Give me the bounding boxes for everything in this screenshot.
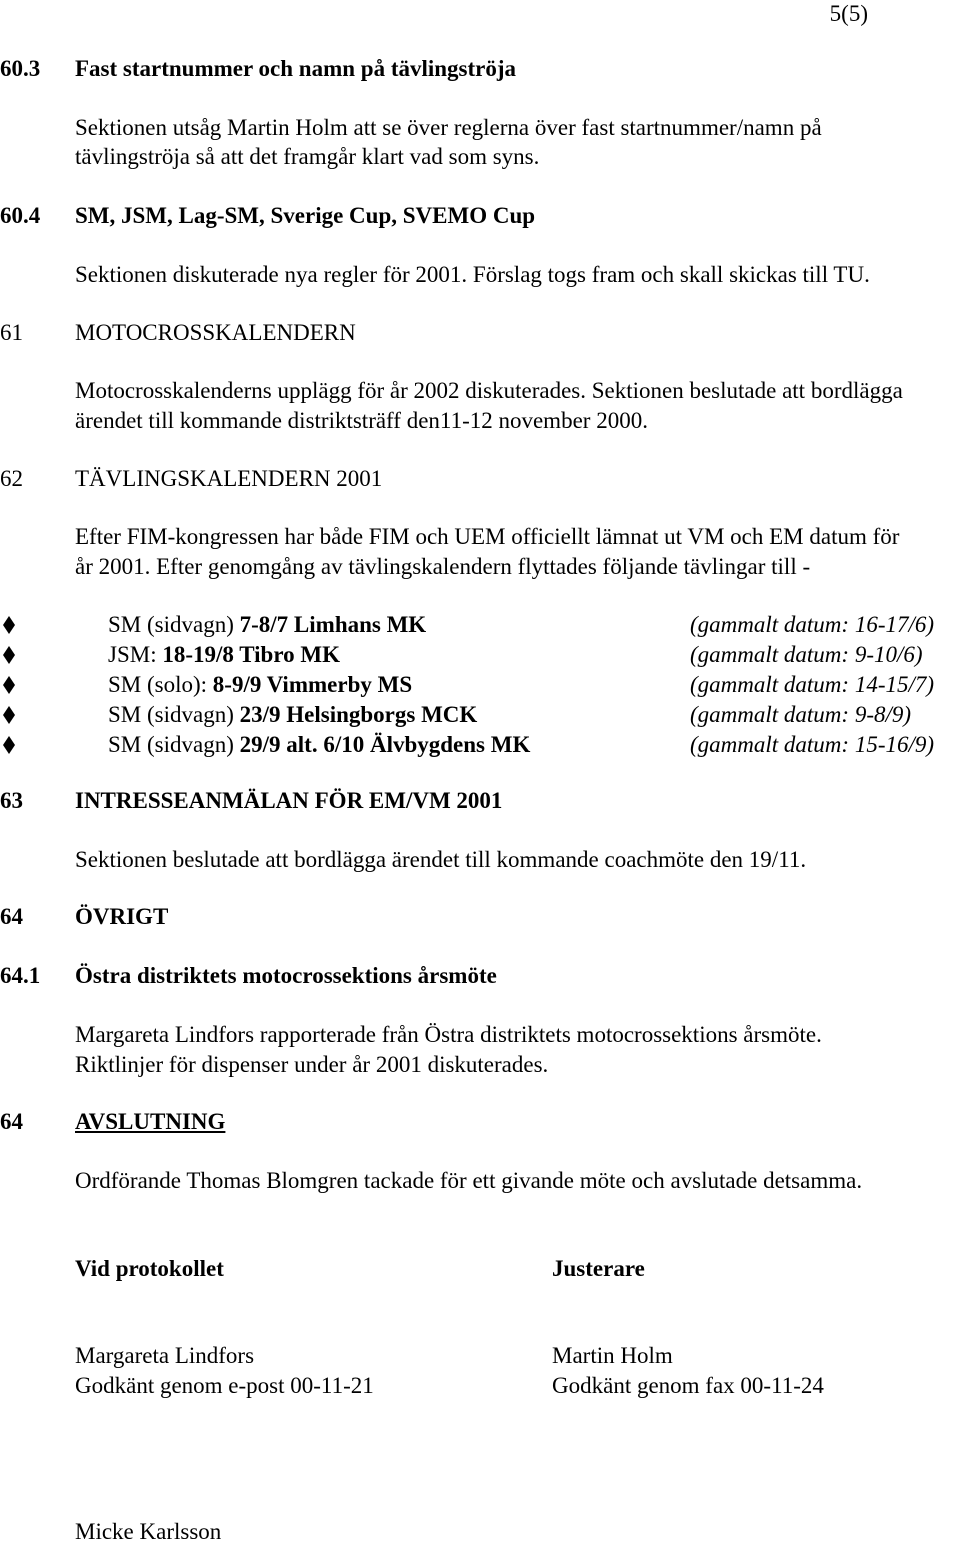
section-text-60-3-line-2: tävlingströja så att det framgår klart vad som syns.: [75, 144, 540, 169]
section-number-60-4: 60.4: [0, 203, 41, 228]
section-number-64: 64: [0, 904, 23, 929]
section-text-61-line-1: Motocrosskalenderns upplägg för år 2002 diskuterades. Sektionen beslutade att bordlägga: [75, 378, 903, 403]
section-title-61: MOTOCROSSKALENDERN: [75, 320, 356, 345]
section-number-64-closing: 64: [0, 1109, 23, 1134]
signature-name-left: Margareta Lindfors: [75, 1343, 255, 1368]
signature-name-right: Martin Holm: [552, 1343, 673, 1368]
page-number: 5(5): [829, 1, 868, 26]
section-text-64-1-line-1: Margareta Lindfors rapporterade från Östra distriktets motocrossektions årsmöte.: [75, 1022, 822, 1047]
section-title-64-1: Östra distriktets motocrossektions årsmöte: [75, 963, 497, 988]
section-text-62-line-1: Efter FIM-kongressen har både FIM och UEM officiellt lämnat ut VM och EM datum för: [75, 524, 900, 549]
section-text-63-line-1: Sektionen beslutade att bordlägga ärendet till kommande coachmöte den 19/11.: [75, 847, 807, 872]
section-title-62: TÄVLINGSKALENDERN 2001: [75, 466, 383, 491]
signature-approval-right: Godkänt genom fax 00-11-24: [552, 1373, 824, 1398]
signature-heading-right: Justerare: [552, 1256, 645, 1281]
section-number-61: 61: [0, 320, 23, 345]
old-date: (gammalt datum: 9-10/6): [690, 642, 923, 667]
old-date: (gammalt datum: 15-16/9): [690, 732, 935, 757]
section-title-closing: AVSLUTNING: [75, 1109, 226, 1134]
section-text-closing-line-1: Ordförande Thomas Blomgren tackade för ett givande möte och avslutade detsamma.: [75, 1168, 863, 1193]
list-item: SM (sidvagn) 7-8/7 Limhans MK: [108, 612, 427, 637]
section-number-62: 62: [0, 466, 23, 491]
list-item: SM (solo): 8-9/9 Vimmerby MS: [108, 672, 413, 697]
section-title-63: INTRESSEANMÄLAN FÖR EM/VM 2001: [75, 788, 503, 813]
signature-name-bottom: Micke Karlsson: [75, 1519, 222, 1544]
section-number-60-3: 60.3: [0, 56, 41, 81]
section-title-64: ÖVRIGT: [75, 904, 169, 929]
section-number-63: 63: [0, 788, 23, 813]
signature-approval-left: Godkänt genom e-post 00-11-21: [75, 1373, 374, 1398]
list-item: SM (sidvagn) 29/9 alt. 6/10 Älvbygdens MK: [108, 732, 531, 757]
section-title-60-4: SM, JSM, Lag-SM, Sverige Cup, SVEMO Cup: [75, 203, 536, 228]
section-title-60-3: Fast startnummer och namn på tävlingströja: [75, 56, 517, 81]
section-text-62-line-2: år 2001. Efter genomgång av tävlingskalendern flyttades följande tävlingar till -: [75, 554, 811, 579]
section-text-64-1-line-2: Riktlinjer för dispenser under år 2001 diskuterades.: [75, 1052, 549, 1077]
signature-heading-left: Vid protokollet: [75, 1256, 224, 1281]
old-date: (gammalt datum: 14-15/7): [690, 672, 935, 697]
section-number-64-1: 64.1: [0, 963, 41, 988]
list-item: SM (sidvagn) 23/9 Helsingborgs MCK: [108, 702, 478, 727]
section-text-61-line-2: ärendet till kommande distriktsträff den11-12 november 2000.: [75, 408, 648, 433]
old-date: (gammalt datum: 16-17/6): [690, 612, 935, 637]
list-item: JSM: 18-19/8 Tibro MK: [108, 642, 340, 667]
section-text-60-4-line-1: Sektionen diskuterade nya regler för 2001. Förslag togs fram och skall skickas till TU.: [75, 262, 870, 287]
old-date: (gammalt datum: 9-8/9): [690, 702, 912, 727]
section-text-60-3-line-1: Sektionen utsåg Martin Holm att se över reglerna över fast startnummer/namn på: [75, 115, 822, 140]
